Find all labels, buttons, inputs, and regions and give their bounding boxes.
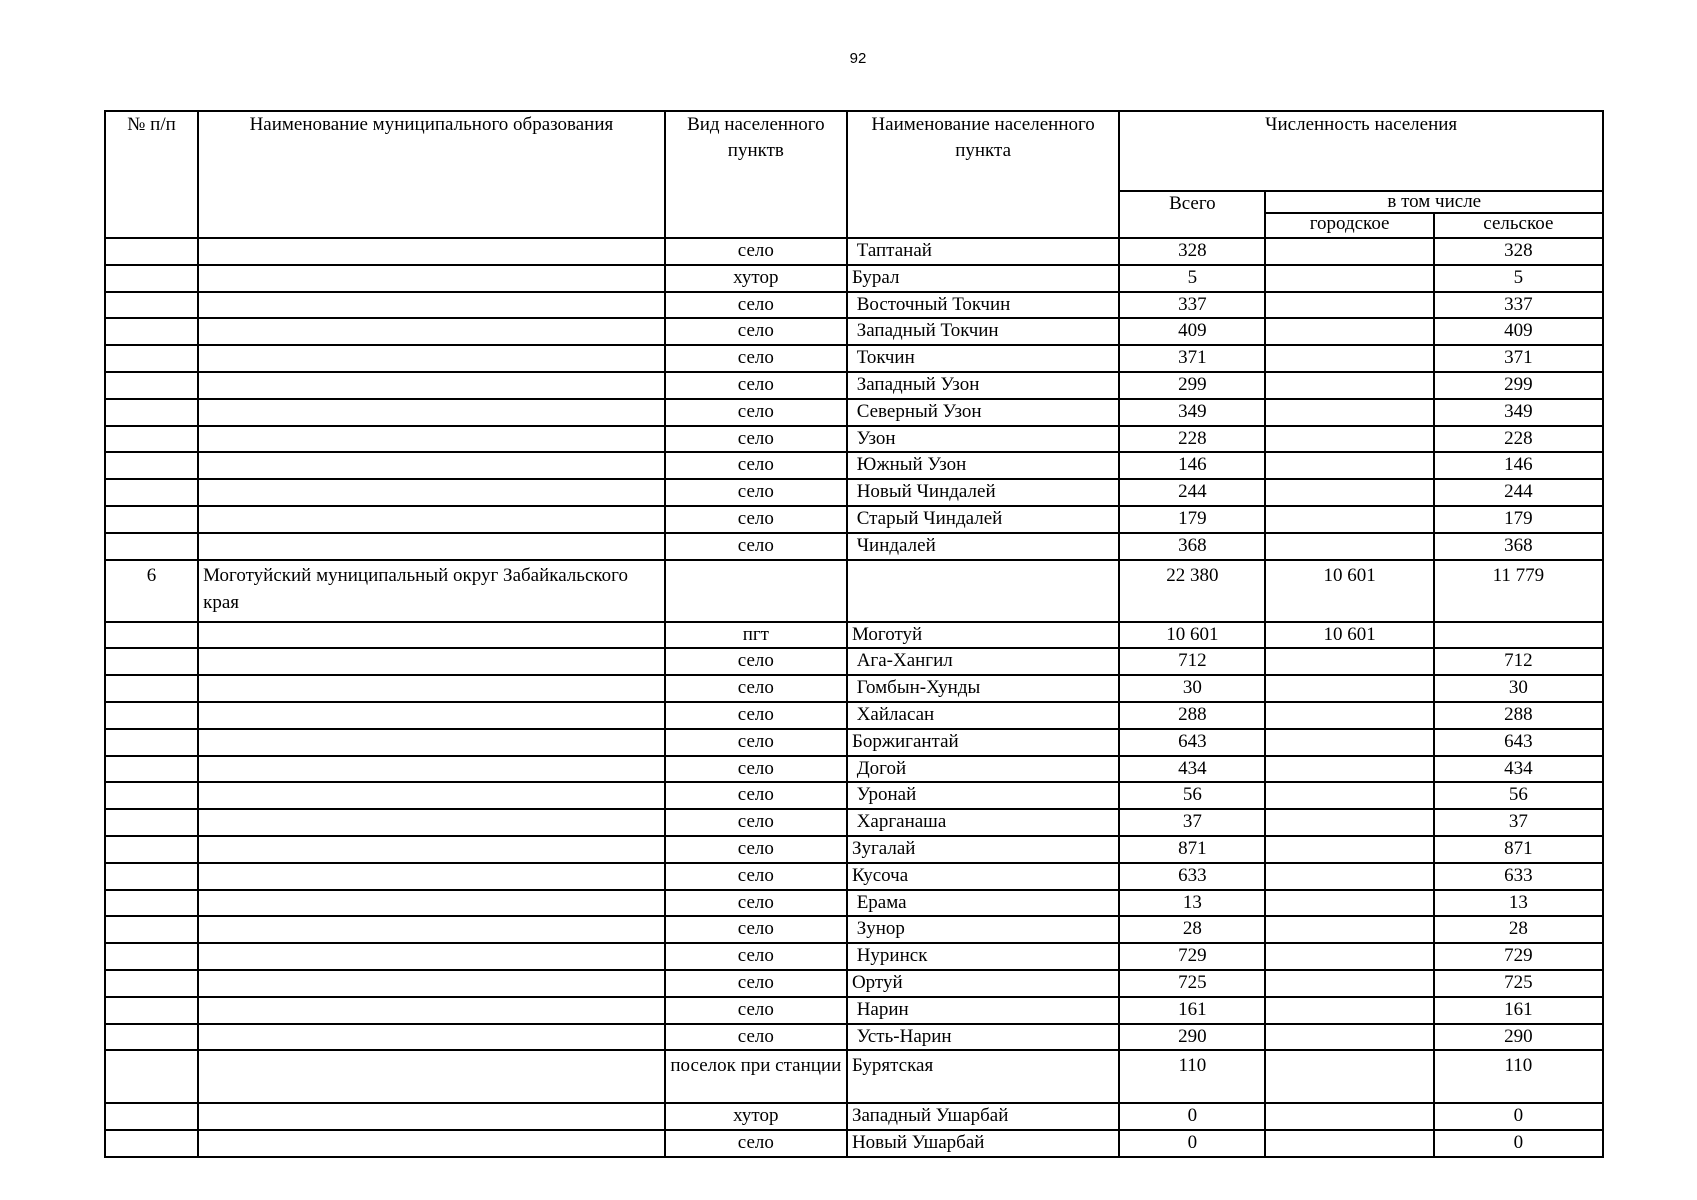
num-cell [105, 265, 198, 292]
urban-cell [1265, 648, 1433, 675]
total-cell: 13 [1119, 890, 1265, 917]
municipality-cell [198, 372, 665, 399]
header-including: в том числе [1265, 191, 1603, 213]
num-cell [105, 479, 198, 506]
rural-cell: 146 [1434, 452, 1603, 479]
type-cell: село [665, 1130, 847, 1157]
table-row [105, 479, 1603, 506]
settlement-cell: Нуринск [847, 943, 1119, 970]
municipality-cell [198, 997, 665, 1024]
rural-cell: 633 [1434, 863, 1603, 890]
table-header [105, 111, 1603, 238]
rural-cell: 725 [1434, 970, 1603, 997]
num-cell [105, 863, 198, 890]
rural-cell: 643 [1434, 729, 1603, 756]
table-row [105, 836, 1603, 863]
total-cell: 110 [1119, 1050, 1265, 1103]
total-cell: 871 [1119, 836, 1265, 863]
urban-cell [1265, 1103, 1433, 1130]
urban-cell [1265, 372, 1433, 399]
num-cell [105, 292, 198, 319]
settlement-cell: Северный Узон [847, 399, 1119, 426]
rural-cell: 371 [1434, 345, 1603, 372]
settlement-cell: Хайласан [847, 702, 1119, 729]
type-cell: село [665, 943, 847, 970]
settlement-cell: Догой [847, 756, 1119, 783]
urban-cell [1265, 452, 1433, 479]
type-cell: село [665, 916, 847, 943]
header-municipality: Наименование муниципального образования [198, 111, 665, 238]
type-cell: село [665, 863, 847, 890]
settlement-cell: Восточный Токчин [847, 292, 1119, 319]
municipality-cell [198, 729, 665, 756]
rural-cell: 13 [1434, 890, 1603, 917]
municipality-cell [198, 345, 665, 372]
settlement-cell: Чиндалей [847, 533, 1119, 560]
urban-cell [1265, 533, 1433, 560]
rural-cell: 290 [1434, 1024, 1603, 1051]
type-cell: поселок при станции [665, 1050, 847, 1103]
num-cell [105, 1024, 198, 1051]
rural-cell: 328 [1434, 238, 1603, 265]
table-row [105, 863, 1603, 890]
table-row [105, 943, 1603, 970]
municipality-cell [198, 318, 665, 345]
type-cell: село [665, 675, 847, 702]
municipality-cell [198, 970, 665, 997]
header-num: № п/п [105, 111, 198, 238]
type-cell: село [665, 809, 847, 836]
urban-cell [1265, 943, 1433, 970]
type-cell: село [665, 970, 847, 997]
settlement-cell: Зугалай [847, 836, 1119, 863]
num-cell [105, 1103, 198, 1130]
rural-cell: 368 [1434, 533, 1603, 560]
num-cell [105, 970, 198, 997]
total-cell: 0 [1119, 1103, 1265, 1130]
total-cell: 725 [1119, 970, 1265, 997]
rural-cell: 337 [1434, 292, 1603, 319]
urban-cell [1265, 916, 1433, 943]
municipality-cell [198, 890, 665, 917]
municipality-cell [198, 702, 665, 729]
table-row [105, 1024, 1603, 1051]
urban-cell [1265, 238, 1433, 265]
total-cell: 290 [1119, 1024, 1265, 1051]
type-cell: село [665, 1024, 847, 1051]
table-body-a [105, 238, 1603, 560]
table-row [105, 452, 1603, 479]
district-row [105, 560, 1603, 622]
settlement-cell: Западный Ушарбай [847, 1103, 1119, 1130]
num-cell [105, 533, 198, 560]
district-settlement [847, 560, 1119, 622]
urban-cell [1265, 265, 1433, 292]
urban-cell [1265, 1024, 1433, 1051]
municipality-cell [198, 836, 665, 863]
table-row [105, 318, 1603, 345]
settlement-cell: Ага-Хангил [847, 648, 1119, 675]
municipality-cell [198, 1050, 665, 1103]
table-row [105, 1103, 1603, 1130]
num-cell [105, 729, 198, 756]
settlement-cell: Уронай [847, 782, 1119, 809]
total-cell: 368 [1119, 533, 1265, 560]
settlement-cell: Новый Ушарбай [847, 1130, 1119, 1157]
total-cell: 409 [1119, 318, 1265, 345]
rural-cell: 349 [1434, 399, 1603, 426]
type-cell: село [665, 890, 847, 917]
type-cell: село [665, 292, 847, 319]
rural-cell: 409 [1434, 318, 1603, 345]
settlement-cell: Старый Чиндалей [847, 506, 1119, 533]
type-cell: хутор [665, 1103, 847, 1130]
table-row [105, 292, 1603, 319]
district-num: 6 [105, 560, 198, 622]
num-cell [105, 399, 198, 426]
total-cell: 0 [1119, 1130, 1265, 1157]
population-table [104, 110, 1604, 1158]
header-rural: сельское [1434, 213, 1603, 238]
rural-cell: 110 [1434, 1050, 1603, 1103]
settlement-cell: Кусоча [847, 863, 1119, 890]
urban-cell [1265, 729, 1433, 756]
municipality-cell [198, 238, 665, 265]
table-row [105, 265, 1603, 292]
urban-cell [1265, 890, 1433, 917]
table-row [105, 809, 1603, 836]
urban-cell [1265, 1130, 1433, 1157]
municipality-cell [198, 782, 665, 809]
type-cell: село [665, 318, 847, 345]
num-cell [105, 622, 198, 649]
urban-cell [1265, 997, 1433, 1024]
total-cell: 10 601 [1119, 622, 1265, 649]
settlement-cell: Южный Узон [847, 452, 1119, 479]
type-cell: село [665, 729, 847, 756]
table-row [105, 1050, 1603, 1103]
total-cell: 712 [1119, 648, 1265, 675]
total-cell: 161 [1119, 997, 1265, 1024]
table-row [105, 997, 1603, 1024]
page-number: 92 [849, 50, 867, 67]
total-cell: 28 [1119, 916, 1265, 943]
municipality-cell [198, 265, 665, 292]
total-cell: 729 [1119, 943, 1265, 970]
header-type: Вид населенного пунктв [665, 111, 847, 238]
municipality-cell [198, 533, 665, 560]
urban-cell [1265, 970, 1433, 997]
type-cell: село [665, 702, 847, 729]
rural-cell: 288 [1434, 702, 1603, 729]
settlement-cell: Гомбын-Хунды [847, 675, 1119, 702]
table-row [105, 782, 1603, 809]
total-cell: 37 [1119, 809, 1265, 836]
total-cell: 328 [1119, 238, 1265, 265]
rural-cell: 871 [1434, 836, 1603, 863]
urban-cell [1265, 863, 1433, 890]
total-cell: 228 [1119, 426, 1265, 453]
table-row [105, 399, 1603, 426]
rural-cell: 161 [1434, 997, 1603, 1024]
urban-cell [1265, 702, 1433, 729]
total-cell: 371 [1119, 345, 1265, 372]
num-cell [105, 836, 198, 863]
settlement-cell: Бурятская [847, 1050, 1119, 1103]
municipality-cell [198, 622, 665, 649]
total-cell: 633 [1119, 863, 1265, 890]
num-cell [105, 675, 198, 702]
total-cell: 5 [1119, 265, 1265, 292]
num-cell [105, 318, 198, 345]
type-cell: село [665, 506, 847, 533]
type-cell: село [665, 836, 847, 863]
num-cell [105, 702, 198, 729]
total-cell: 146 [1119, 452, 1265, 479]
type-cell: село [665, 756, 847, 783]
num-cell [105, 943, 198, 970]
rural-cell: 56 [1434, 782, 1603, 809]
municipality-cell [198, 1103, 665, 1130]
table-row [105, 648, 1603, 675]
num-cell [105, 426, 198, 453]
rural-cell: 179 [1434, 506, 1603, 533]
urban-cell [1265, 426, 1433, 453]
urban-cell: 10 601 [1265, 622, 1433, 649]
municipality-cell [198, 648, 665, 675]
district-name: Моготуйский муниципальный округ Забайкальского края [198, 560, 665, 622]
urban-cell [1265, 675, 1433, 702]
district-type [665, 560, 847, 622]
municipality-cell [198, 1024, 665, 1051]
type-cell: село [665, 426, 847, 453]
district-rural: 11 779 [1434, 560, 1603, 622]
total-cell: 643 [1119, 729, 1265, 756]
municipality-cell [198, 506, 665, 533]
total-cell: 244 [1119, 479, 1265, 506]
table-row [105, 675, 1603, 702]
table-row [105, 756, 1603, 783]
urban-cell [1265, 318, 1433, 345]
table-row [105, 890, 1603, 917]
urban-cell [1265, 1050, 1433, 1103]
municipality-cell [198, 452, 665, 479]
type-cell: село [665, 479, 847, 506]
type-cell: хутор [665, 265, 847, 292]
type-cell: село [665, 782, 847, 809]
rural-cell: 244 [1434, 479, 1603, 506]
rural-cell: 434 [1434, 756, 1603, 783]
rural-cell: 5 [1434, 265, 1603, 292]
municipality-cell [198, 426, 665, 453]
table-row [105, 372, 1603, 399]
urban-cell [1265, 836, 1433, 863]
header-population: Численность населения [1119, 111, 1603, 191]
num-cell [105, 1050, 198, 1103]
table-row [105, 238, 1603, 265]
rural-cell [1434, 622, 1603, 649]
table-row [105, 622, 1603, 649]
type-cell: село [665, 345, 847, 372]
table-body-b [105, 622, 1603, 1157]
table-row [105, 702, 1603, 729]
settlement-cell: Новый Чиндалей [847, 479, 1119, 506]
table-row [105, 345, 1603, 372]
settlement-cell: Моготуй [847, 622, 1119, 649]
district-total: 22 380 [1119, 560, 1265, 622]
urban-cell [1265, 782, 1433, 809]
settlement-cell: Усть-Нарин [847, 1024, 1119, 1051]
settlement-cell: Ерама [847, 890, 1119, 917]
settlement-cell: Токчин [847, 345, 1119, 372]
municipality-cell [198, 1130, 665, 1157]
municipality-cell [198, 756, 665, 783]
urban-cell [1265, 292, 1433, 319]
type-cell: село [665, 648, 847, 675]
header-total: Всего [1119, 191, 1265, 238]
settlement-cell: Нарин [847, 997, 1119, 1024]
settlement-cell: Боржигантай [847, 729, 1119, 756]
num-cell [105, 452, 198, 479]
rural-cell: 30 [1434, 675, 1603, 702]
municipality-cell [198, 479, 665, 506]
num-cell [105, 809, 198, 836]
rural-cell: 28 [1434, 916, 1603, 943]
total-cell: 56 [1119, 782, 1265, 809]
num-cell [105, 782, 198, 809]
header-settlement: Наименование населенного пункта [847, 111, 1119, 238]
table-row [105, 533, 1603, 560]
table-row [105, 506, 1603, 533]
num-cell [105, 372, 198, 399]
type-cell: село [665, 452, 847, 479]
total-cell: 337 [1119, 292, 1265, 319]
settlement-cell: Ортуй [847, 970, 1119, 997]
district-section [105, 560, 1603, 622]
settlement-cell: Западный Токчин [847, 318, 1119, 345]
num-cell [105, 1130, 198, 1157]
municipality-cell [198, 943, 665, 970]
rural-cell: 228 [1434, 426, 1603, 453]
table-row [105, 426, 1603, 453]
num-cell [105, 648, 198, 675]
total-cell: 30 [1119, 675, 1265, 702]
settlement-cell: Зунор [847, 916, 1119, 943]
table-row [105, 1130, 1603, 1157]
rural-cell: 37 [1434, 809, 1603, 836]
district-urban: 10 601 [1265, 560, 1433, 622]
rural-cell: 0 [1434, 1130, 1603, 1157]
settlement-cell: Узон [847, 426, 1119, 453]
municipality-cell [198, 863, 665, 890]
urban-cell [1265, 479, 1433, 506]
rural-cell: 0 [1434, 1103, 1603, 1130]
settlement-cell: Бурал [847, 265, 1119, 292]
urban-cell [1265, 399, 1433, 426]
settlement-cell: Западный Узон [847, 372, 1119, 399]
table-row [105, 729, 1603, 756]
settlement-cell: Харганаша [847, 809, 1119, 836]
urban-cell [1265, 809, 1433, 836]
table-row [105, 916, 1603, 943]
num-cell [105, 506, 198, 533]
type-cell: село [665, 997, 847, 1024]
header-urban: городское [1265, 213, 1433, 238]
municipality-cell [198, 809, 665, 836]
num-cell [105, 890, 198, 917]
settlement-cell: Таптанай [847, 238, 1119, 265]
urban-cell [1265, 506, 1433, 533]
municipality-cell [198, 399, 665, 426]
municipality-cell [198, 675, 665, 702]
municipality-cell [198, 292, 665, 319]
total-cell: 299 [1119, 372, 1265, 399]
num-cell [105, 997, 198, 1024]
table-row [105, 970, 1603, 997]
type-cell: село [665, 399, 847, 426]
type-cell: село [665, 372, 847, 399]
total-cell: 349 [1119, 399, 1265, 426]
urban-cell [1265, 345, 1433, 372]
total-cell: 434 [1119, 756, 1265, 783]
rural-cell: 729 [1434, 943, 1603, 970]
num-cell [105, 916, 198, 943]
num-cell [105, 756, 198, 783]
num-cell [105, 345, 198, 372]
rural-cell: 299 [1434, 372, 1603, 399]
num-cell [105, 238, 198, 265]
urban-cell [1265, 756, 1433, 783]
type-cell: село [665, 533, 847, 560]
total-cell: 179 [1119, 506, 1265, 533]
type-cell: село [665, 238, 847, 265]
municipality-cell [198, 916, 665, 943]
type-cell: пгт [665, 622, 847, 649]
total-cell: 288 [1119, 702, 1265, 729]
rural-cell: 712 [1434, 648, 1603, 675]
